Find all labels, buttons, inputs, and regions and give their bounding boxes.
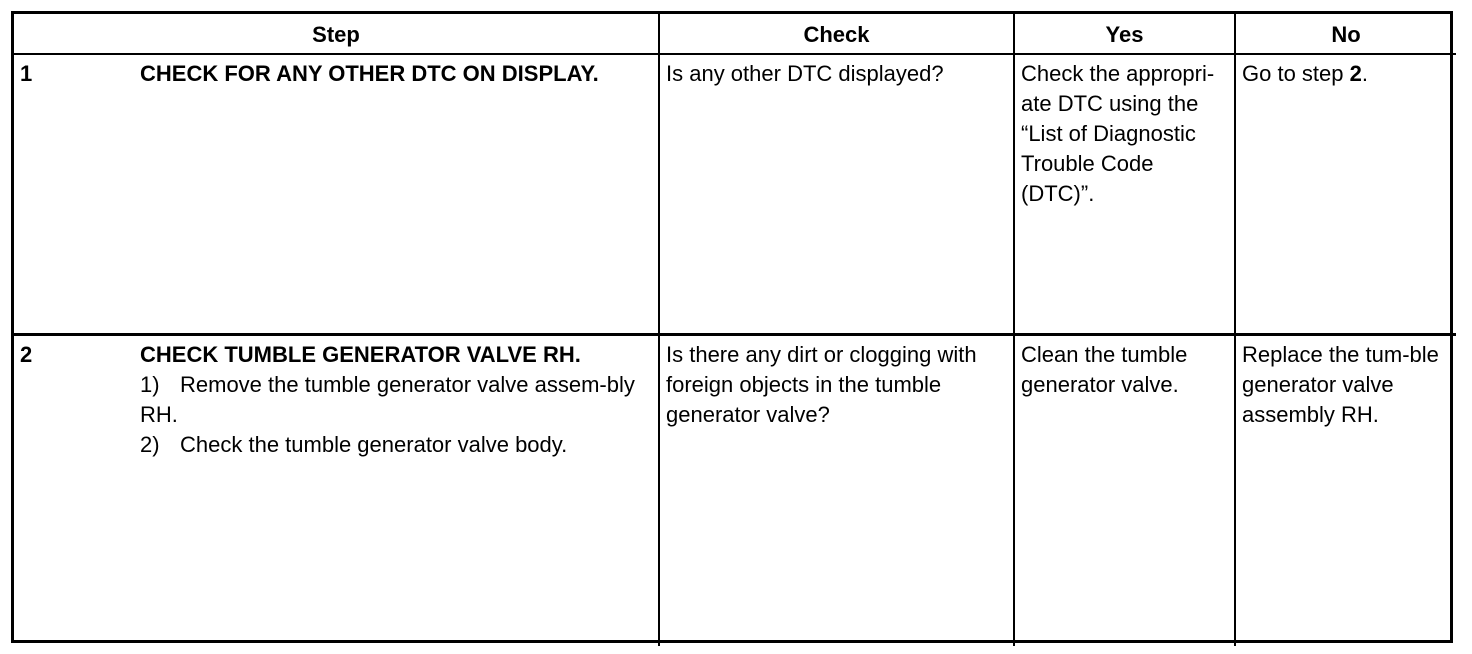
yes-cell: Check the appropri-ate DTC using the “List of Diagnostic Trouble Code (DTC)”. <box>1014 54 1235 334</box>
step-cell <box>14 334 659 646</box>
diagnostic-table-frame <box>11 11 1453 643</box>
substep-index: 1) <box>140 371 160 397</box>
substep-index: 2) <box>140 431 160 457</box>
substep-text: Check the tumble generator valve body. <box>180 431 568 457</box>
header-check: Check <box>659 14 1014 54</box>
table-row <box>14 54 1456 334</box>
check-cell: Is there any dirt or clogging with foreign objects in the tumble generator valve? <box>659 334 1014 646</box>
table-header-row <box>14 14 1456 54</box>
step-title: CHECK TUMBLE GENERATOR VALVE RH. <box>140 341 581 367</box>
step-number: 1 <box>20 61 33 86</box>
no-cell <box>1235 54 1456 334</box>
header-step: Step <box>14 14 659 54</box>
header-no: No <box>1235 14 1456 54</box>
step-cell <box>14 54 659 334</box>
yes-cell: Clean the tumble generator valve. <box>1014 334 1235 646</box>
substep <box>140 430 652 460</box>
step-reference: 2 <box>1349 61 1362 86</box>
substep <box>140 370 652 430</box>
no-text-suffix: . <box>1361 61 1368 86</box>
substep-text: Remove the tumble generator valve assem-bly RH. <box>140 371 635 427</box>
no-text-prefix: Go to step <box>1242 61 1350 86</box>
step-title: CHECK FOR ANY OTHER DTC ON DISPLAY. <box>140 61 599 86</box>
table-row <box>14 334 1456 646</box>
header-yes: Yes <box>1014 14 1235 54</box>
check-cell: Is any other DTC displayed? <box>659 54 1014 334</box>
no-cell: Replace the tum-ble generator valve assembly RH. <box>1242 341 1439 427</box>
step-number: 2 <box>20 341 33 367</box>
diagnostic-table <box>14 14 1456 646</box>
